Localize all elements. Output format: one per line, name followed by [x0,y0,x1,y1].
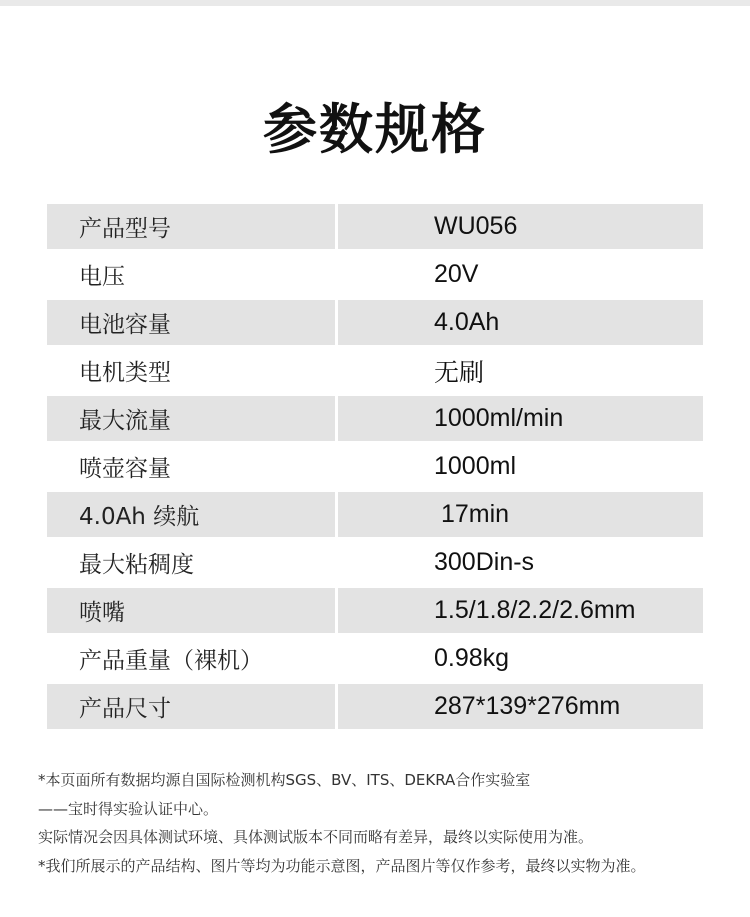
spec-row [47,300,703,348]
spec-label: 产品型号 [47,204,335,249]
spec-value: 1.5/1.8/2.2/2.6mm [338,588,703,633]
spec-value: 4.0Ah [338,300,703,345]
spec-row [47,204,703,252]
spec-value: 287*139*276mm [338,684,703,729]
footnote-line: *本页面所有数据均源自国际检测机构SGS、BV、ITS、DEKRA合作实验室 [38,771,531,789]
spec-value: 0.98kg [434,644,510,672]
spec-label: 4.0Ah 续航 [47,492,335,537]
spec-value: 1000ml [434,452,516,480]
spec-value: 无刷 [434,358,485,387]
spec-row [47,348,703,396]
spec-label: 喷壶容量 [79,456,171,482]
spec-label: 电压 [79,264,125,290]
spec-label: 电池容量 [47,300,335,345]
spec-value: 20V [434,260,479,288]
spec-row [47,540,703,588]
spec-row [47,396,703,444]
spec-value: 1000ml/min [338,396,703,441]
spec-row [47,252,703,300]
spec-label: 最大粘稠度 [79,552,194,578]
spec-value: 300Din-s [434,548,535,576]
spec-label: 最大流量 [47,396,335,441]
spec-label: 产品重量（裸机） [79,648,263,674]
top-divider-bar [0,0,750,6]
spec-row [47,684,703,732]
page-title: 参数规格 [263,98,487,161]
footnote-line: 实际情况会因具体测试环境、具体测试版本不同而略有差异，最终以实际使用为准。 [38,828,594,846]
disclaimer-notes [38,766,738,880]
spec-row [47,636,703,684]
spec-label: 电机类型 [79,360,171,386]
spec-row [47,492,703,540]
footnote-line: *我们所展示的产品结构、图片等均为功能示意图，产品图片等仅作参考，最终以实物为准。 [38,856,646,875]
spec-row [47,588,703,636]
spec-table [47,204,703,732]
footnote-line: ——宝时得实验认证中心。 [38,799,219,818]
spec-label: 产品尺寸 [47,684,335,729]
spec-row [47,444,703,492]
spec-label: 喷嘴 [47,588,335,633]
spec-value: WU056 [338,204,703,249]
spec-value: 17min [338,492,703,537]
